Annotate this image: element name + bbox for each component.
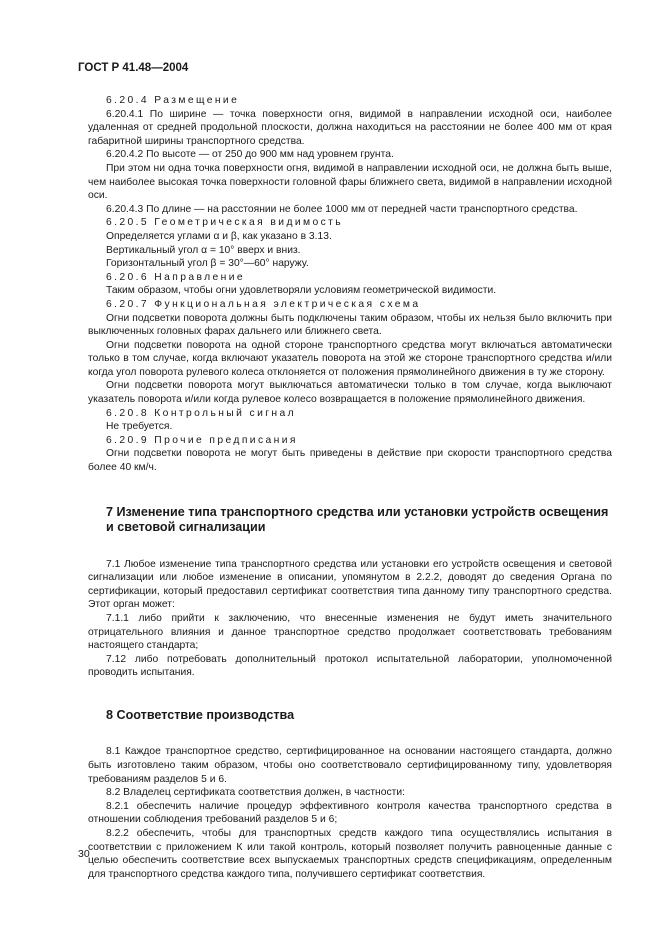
paragraph: Вертикальный угол α = 10° вверх и вниз.: [106, 244, 301, 256]
section-7-body: [88, 558, 612, 680]
paragraph: Огни подсветки поворота должны быть подключены таким образом, чтобы их нельзя было включить при выключенных головных фарах дальнего или ближнего света.: [88, 312, 612, 338]
paragraph: Огни подсветки поворота могут выключаться автоматически только в том случае, когда выключают указатель поворота и/или когда рулевое колесо возвращается в положение прямолинейного движения.: [88, 380, 612, 406]
section-7-title: 7 Изменение типа транспортного средства или установки устройств освещения и световой сигнализации: [106, 504, 609, 535]
paragraph: 8.2 Владелец сертификата соответствия должен, в частности:: [106, 787, 405, 799]
paragraph: При этом ни одна точка поверхности огня, видимой в направлении исходной оси, не должна быть выше, чем наиболее высокая точка поверхности головной фары ближнего света, видимой в направлении исходной оси.: [88, 162, 612, 202]
paragraph: Не требуется.: [106, 421, 173, 433]
paragraph: 7.12 либо потребовать дополнительный протокол испытательной лаборатории, уполномоченной проводить испытания.: [88, 653, 612, 679]
paragraph: 6.20.5 Геометрическая видимость: [106, 217, 344, 229]
paragraph: 6.20.9 Прочие предписания: [106, 434, 298, 446]
paragraph: Таким образом, чтобы огни удовлетворяли условиям геометрической видимости.: [106, 285, 497, 297]
paragraph: 6.20.4.3 По длине — на расстоянии не более 1000 мм от передней части транспортного средства.: [106, 203, 578, 215]
paragraph: 6.20.7 Функциональная электрическая схема: [106, 298, 421, 310]
section-8-body: [88, 745, 612, 881]
paragraph: 7.1.1 либо прийти к заключению, что внесенные изменения не будут иметь значительного отрицательного влияния и данное транспортное средство продолжает соответствовать требованиям настоящего стандарта;: [88, 613, 612, 652]
paragraph: 6.20.4 Размещение: [106, 95, 240, 106]
paragraph: 8.2.1 обеспечить наличие процедур эффективного контроля качества транспортного средства в отношении соблюдения требований разделов 5 и 6;: [88, 800, 612, 826]
paragraph: Огни подсветки поворота не могут быть приведены в действие при скорости транспортного средства более 40 км/ч.: [88, 448, 612, 474]
paragraph: 7.1 Любое изменение типа транспортного средства или установки его устройств освещения и световой сигнализации или любое изменение в описании, упомянутом в 2.2.2, доводят до сведения Органа по сертификации, который предоставил сертификат соответствия типа данному типу транспортного средства. Этот орган может:: [88, 558, 612, 611]
page-header: ГОСТ Р 41.48—2004: [78, 62, 189, 74]
document-body: [88, 94, 612, 881]
paragraph: 6.20.4.2 По высоте — от 250 до 900 мм над уровнем грунта.: [106, 149, 394, 161]
section-8-title: 8 Соответствие производства: [106, 707, 295, 722]
paragraph: Определяется углами α и β, как указано в 3.13.: [106, 230, 332, 242]
paragraph: 6.20.8 Контрольный сигнал: [106, 407, 296, 419]
page-number: 30: [78, 848, 90, 860]
paragraph: 6.20.4.1 По ширине — точка поверхности огня, видимой в направлении исходной оси, наиболее удаленная от средней продольной плоскости, должна находиться на расстоянии не более 400 мм от края габаритной ширины транспортного средства.: [88, 108, 612, 147]
paragraph: 8.1 Каждое транспортное средство, сертифицированное на основании настоящего стандарта, должно быть изготовлено таким образом, чтобы оно соответствовало сертифицированному типу, удовлетворяя требованиям разделов 5 и 6.: [88, 746, 612, 785]
paragraph: 6.20.6 Направление: [106, 271, 246, 283]
paragraph: Огни подсветки поворота на одной стороне транспортного средства могут включаться автоматически только в том случае, когда включают указатель поворота на этой же стороне транспортного средства и/или когда угол поворота рулевого колеса отклоняется от положения прямолинейного движения в ту же сторону.: [88, 339, 612, 378]
paragraph: 8.2.2 обеспечить, чтобы для транспортных средств каждого типа осуществлялись испытания в соответствии с приложением К или такой контроль, который позволяет получить равноценные данные с целью обеспечить соответствие всех выпускаемых транспортных средств спецификациям, определенным для транспортного средства каждого типа, получившего сертификат соответствия.: [88, 828, 612, 880]
paragraph: Горизонтальный угол β = 30°—60° наружу.: [106, 258, 309, 270]
section-6-20: [88, 94, 612, 475]
